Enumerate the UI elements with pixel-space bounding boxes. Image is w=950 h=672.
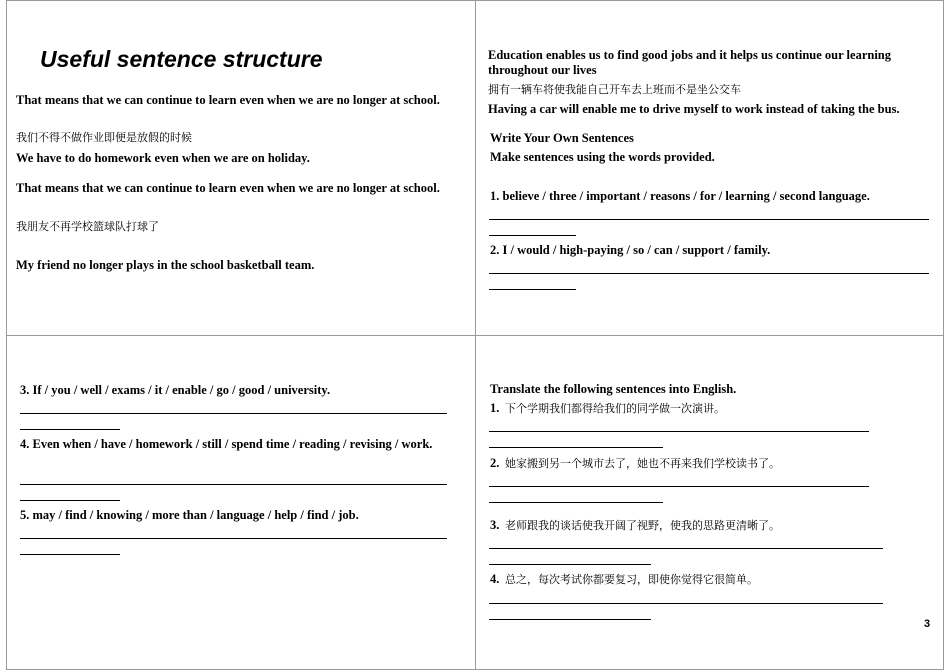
exercise-item-5: 5. may / find / knowing / more than / language / help / find / job. [20, 508, 359, 522]
education-sentence: Education enables us to find good jobs and it helps us continue our learning throughout our lives [488, 48, 891, 77]
section-heading: Write Your Own Sentences [490, 131, 634, 145]
chinese-sentence-1: 我们不得不做作业即便是放假的时候 [16, 131, 192, 144]
section-instructions: Make sentences using the words provided. [490, 150, 715, 164]
answer-line [489, 273, 929, 274]
answer-line [489, 502, 663, 503]
exercise-item-4: 4. Even when / have / homework / still / spend time / reading / revising / work. [20, 437, 433, 451]
answer-line [20, 413, 447, 414]
answer-line [489, 447, 663, 448]
answer-line [20, 484, 447, 485]
answer-line [20, 554, 120, 555]
answer-line [489, 619, 651, 620]
chinese-car-sentence: 拥有一辆车将使我能自己开车去上班而不是坐公交车 [488, 83, 741, 96]
exercise-item-1: 1. believe / three / important / reasons / for / learning / second language. [490, 189, 870, 203]
answer-line [489, 235, 576, 236]
translate-item-4: 总之，每次考试你都要复习，即使你觉得它很简单。 [505, 573, 758, 586]
horizontal-divider [6, 335, 944, 336]
answer-line [20, 429, 120, 430]
translate-item-2: 她家搬到另一个城市去了，她也不再来我们学校读书了。 [505, 457, 780, 470]
example-sentence-2: We have to do homework even when we are on holiday. [16, 151, 310, 165]
example-sentence-1: That means that we can continue to learn even when we are no longer at school. [16, 93, 440, 107]
translate-number-4: 4. [490, 572, 500, 586]
answer-line [20, 500, 120, 501]
translate-number-2: 2. [490, 456, 500, 470]
answer-line [489, 289, 576, 290]
answer-line [20, 538, 447, 539]
translate-number-1: 1. [490, 401, 500, 415]
answer-line [489, 219, 929, 220]
translate-item-3: 老师跟我的谈话使我开阔了视野，使我的思路更清晰了。 [505, 519, 780, 532]
answer-line [489, 431, 869, 432]
exercise-item-2: 2. I / would / high-paying / so / can / support / family. [490, 243, 771, 257]
answer-line [489, 486, 869, 487]
example-sentence-4: My friend no longer plays in the school basketball team. [16, 258, 315, 272]
example-sentence-3: That means that we can continue to learn even when we are no longer at school. [16, 181, 440, 195]
page-number: 3 [924, 618, 931, 630]
answer-line [489, 564, 651, 565]
answer-line [489, 603, 883, 604]
translate-item-1: 下个学期我们都得给我们的同学做一次演讲。 [505, 402, 725, 415]
chinese-sentence-2: 我朋友不再学校篮球队打球了 [16, 220, 159, 233]
panel-title: Useful sentence structure [40, 46, 323, 72]
car-sentence: Having a car will enable me to drive myself to work instead of taking the bus. [488, 102, 900, 116]
answer-line [489, 548, 883, 549]
translate-heading: Translate the following sentences into English. [490, 382, 737, 396]
translate-number-3: 3. [490, 518, 500, 532]
exercise-item-3: 3. If / you / well / exams / it / enable / go / good / university. [20, 383, 331, 397]
